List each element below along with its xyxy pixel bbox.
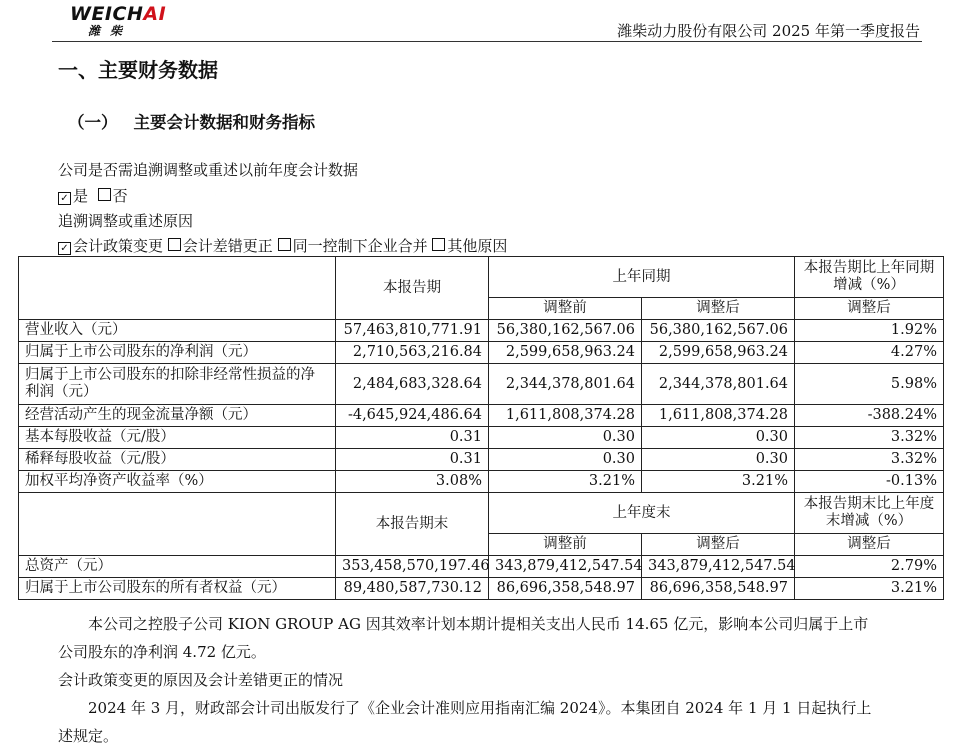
table-header-row	[19, 257, 944, 298]
logo-text: WEICH	[70, 3, 144, 25]
cell-change: -0.13%	[795, 471, 944, 493]
cell-current: 2,710,563,216.84	[336, 342, 489, 364]
col-change-after-adjustment: 调整后	[795, 534, 944, 556]
row-label: 归属于上市公司股东的净利润（元）	[19, 342, 336, 364]
col-current-period: 本报告期	[336, 257, 489, 320]
col-after-adjustment: 调整后	[642, 298, 795, 320]
checkbox-common-control-merger	[278, 238, 291, 251]
table-row	[19, 556, 944, 578]
row-label: 总资产（元）	[19, 556, 336, 578]
col-prior-year-end: 上年度末	[489, 493, 795, 534]
restatement-question: 公司是否需追溯调整或重述以前年度会计数据	[58, 161, 359, 179]
row-label: 加权平均净资产收益率（%）	[19, 471, 336, 493]
cell-before: 3.21%	[489, 471, 642, 493]
table-row	[19, 320, 944, 342]
col-before-adjustment: 调整前	[489, 298, 642, 320]
table-row	[19, 471, 944, 493]
cell-before: 343,879,412,547.54	[489, 556, 642, 578]
table-header-blank	[19, 257, 336, 320]
cell-before: 86,696,358,548.97	[489, 578, 642, 600]
row-label: 归属于上市公司股东的所有者权益（元）	[19, 578, 336, 600]
kion-note-line-1: 本公司之控股子公司 KION GROUP AG 因其效率计划本期计提相关支出人民币 14.65 亿元，影响本公司归属于上市	[88, 615, 869, 633]
col-change: 本报告期比上年同期增减（%）	[795, 257, 944, 298]
policy-change-heading: 会计政策变更的原因及会计差错更正的情况	[58, 671, 344, 689]
logo-text-accent: AI	[143, 3, 167, 25]
row-label: 经营活动产生的现金流量净额（元）	[19, 405, 336, 427]
table-row	[19, 405, 944, 427]
cell-current: 89,480,587,730.12	[336, 578, 489, 600]
cell-change: 3.32%	[795, 449, 944, 471]
cell-change: 2.79%	[795, 556, 944, 578]
cell-current: 57,463,810,771.91	[336, 320, 489, 342]
cell-after: 2,344,378,801.64	[642, 364, 795, 405]
cell-current: 3.08%	[336, 471, 489, 493]
cell-after: 0.30	[642, 449, 795, 471]
section-title: 一、主要财务数据	[58, 58, 218, 82]
cell-after: 1,611,808,374.28	[642, 405, 795, 427]
restatement-options	[58, 185, 128, 206]
row-label: 营业收入（元）	[19, 320, 336, 342]
table-row	[19, 449, 944, 471]
reason-label: 追溯调整或重述原因	[58, 212, 194, 230]
option-no-label: 否	[112, 187, 128, 205]
report-title: 潍柴动力股份有限公司 2025 年第一季度报告	[617, 22, 920, 40]
cell-after: 3.21%	[642, 471, 795, 493]
cell-current: 0.31	[336, 449, 489, 471]
company-logo	[70, 4, 174, 38]
cell-before: 56,380,162,567.06	[489, 320, 642, 342]
table-row	[19, 342, 944, 364]
table-header-row	[19, 493, 944, 534]
kion-note-line-2: 公司股东的净利润 4.72 亿元。	[58, 643, 266, 661]
checkbox-policy-change: ✓	[58, 242, 71, 255]
cell-change: -388.24%	[795, 405, 944, 427]
subsection-number: （一）	[68, 113, 118, 132]
col-after-adjustment: 调整后	[642, 534, 795, 556]
checkbox-other	[432, 238, 445, 251]
checkbox-no	[98, 188, 111, 201]
cell-change: 3.21%	[795, 578, 944, 600]
cell-before: 0.30	[489, 449, 642, 471]
table-header-blank	[19, 493, 336, 556]
cell-before: 0.30	[489, 427, 642, 449]
cell-change: 1.92%	[795, 320, 944, 342]
header-divider	[52, 41, 922, 42]
cell-after: 343,879,412,547.54	[642, 556, 795, 578]
cell-current: 2,484,683,328.64	[336, 364, 489, 405]
col-before-adjustment: 调整前	[489, 534, 642, 556]
financial-data-table	[18, 256, 944, 600]
cell-after: 86,696,358,548.97	[642, 578, 795, 600]
policy-note-line-2: 述规定。	[58, 727, 119, 745]
cell-current: 0.31	[336, 427, 489, 449]
table-row	[19, 364, 944, 405]
subsection-text: 主要会计数据和财务指标	[133, 113, 315, 132]
cell-before: 1,611,808,374.28	[489, 405, 642, 427]
cell-change: 5.98%	[795, 364, 944, 405]
logo-chinese-text: 潍柴	[88, 24, 133, 38]
cell-current: -4,645,924,486.64	[336, 405, 489, 427]
col-change: 本报告期末比上年度末增减（%）	[795, 493, 944, 534]
reason-option-label: 会计政策变更	[73, 237, 164, 255]
row-label: 基本每股收益（元/股）	[19, 427, 336, 449]
reason-options	[58, 235, 507, 256]
reason-option-label: 其他原因	[447, 237, 508, 255]
checkbox-error-correction	[168, 238, 181, 251]
row-label: 归属于上市公司股东的扣除非经常性损益的净利润（元）	[19, 364, 336, 405]
row-label: 稀释每股收益（元/股）	[19, 449, 336, 471]
cell-after: 56,380,162,567.06	[642, 320, 795, 342]
cell-after: 0.30	[642, 427, 795, 449]
cell-before: 2,599,658,963.24	[489, 342, 642, 364]
cell-current: 353,458,570,197.46	[336, 556, 489, 578]
table-row	[19, 578, 944, 600]
cell-before: 2,344,378,801.64	[489, 364, 642, 405]
checkbox-yes: ✓	[58, 192, 71, 205]
subsection-title	[68, 109, 315, 133]
table-row	[19, 427, 944, 449]
col-change-after-adjustment: 调整后	[795, 298, 944, 320]
option-yes-label: 是	[73, 187, 89, 205]
col-prior-period: 上年同期	[489, 257, 795, 298]
reason-option-label: 同一控制下企业合并	[292, 237, 428, 255]
cell-change: 3.32%	[795, 427, 944, 449]
cell-change: 4.27%	[795, 342, 944, 364]
cell-after: 2,599,658,963.24	[642, 342, 795, 364]
policy-note-line-1: 2024 年 3 月，财政部会计司出版发行了《企业会计准则应用指南汇编 2024》。本集团自 2024 年 1 月 1 日起执行上	[88, 699, 872, 717]
reason-option-label: 会计差错更正	[182, 237, 273, 255]
col-period-end: 本报告期末	[336, 493, 489, 556]
